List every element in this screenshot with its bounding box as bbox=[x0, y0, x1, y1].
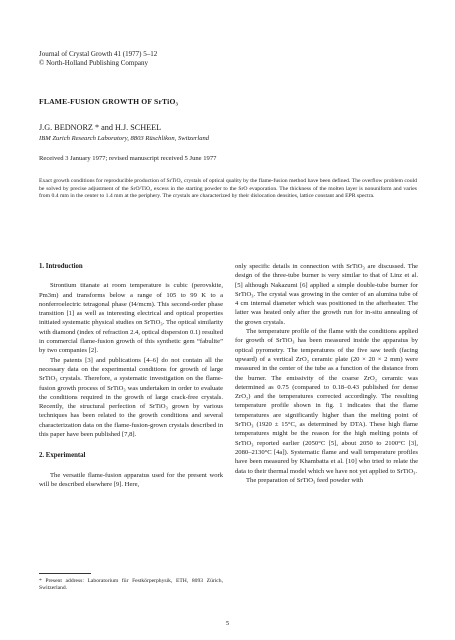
right-column bbox=[235, 262, 418, 485]
page-number: 5 bbox=[225, 620, 230, 627]
intro-paragraph-2: The patents [3] and publications [4–6] do not contain all the necessary data on the experimental conditions for growth of large SrTiO₃ crystals. Therefore, a systematic investigation on the flame-fusion growth process of SrTiO₃ was undertaken in order to evaluate the conditions required in the growth of large crack-free crystals. Recently, the structural perfection of SrTiO₃ grown by various techniques has been related to the growth conditions and several characterization data on the flame-fusion-grown crystals described in this paper have been published [7,8]. bbox=[39, 356, 223, 439]
section-heading-experimental: 2. Experimental bbox=[39, 452, 86, 460]
journal-header bbox=[39, 50, 157, 68]
footnote-rule bbox=[39, 573, 91, 574]
affiliation: IBM Zurich Research Laboratory, 8803 Rüschlikon, Switzerland bbox=[39, 135, 210, 142]
article-title: FLAME-FUSION GROWTH OF SrTiO₃ bbox=[39, 97, 179, 106]
publisher-line: © North-Holland Publishing Company bbox=[39, 59, 148, 67]
section-heading-introduction: 1. Introduction bbox=[39, 263, 83, 270]
right-paragraph-3: The preparation of SrTiO₃ feed powder with bbox=[246, 476, 364, 484]
left-column bbox=[39, 262, 223, 489]
intro-paragraph-1: Strontium titanate at room temperature is cubic (perovskite, Pm3m) and transforms below a range of 105 to 99 K to a nonferroelectric tetragonal phase (I4/mcm). This second-order phase transition [1] as well as interesting electrical and optical properties initiated systematic physical studies on SrTiO₃. The optical similarity with diamond (index of refraction 2.4, optical dispersion 0.1) resulted in commercial flame-fusion growth of this synthetic gem “fabulite” by two companies [2]. bbox=[39, 282, 223, 355]
journal-citation: Journal of Crystal Growth 41 (1977) 5–12 bbox=[39, 50, 158, 58]
experimental-paragraph-1: The versatile flame-fusion apparatus used for the present work will be described elsewhere [9]. Here, bbox=[39, 471, 223, 488]
received-date: Received 3 January 1977; revised manuscript received 5 June 1977 bbox=[39, 155, 217, 162]
right-paragraph-2: The temperature profile of the flame with the conditions applied for growth of SrTiO₃ has been measured inside the apparatus by optical pyrometry. The temperatures of the five saw teeth (facing upward) of a vertical ZrO₂ ceramic plate (20 × 20 × 2 mm) were measured in the center of the tube as a function of the distance from the burner. The emissivity of the coarse ZrO₂ ceramic was determined as 0.75 (compared to 0.18–0.43 published for dense ZrO₂) and the temperatures corrected accordingly. The resulting temperature profile shown in fig. 1 indicates that the flame temperatures are significantly higher than the melting point of SrTiO₃ (1920 ± 15°C, as determined by DTA). These high flame temperatures might be the reason for the high melting points of SrTiO₃ reported earlier (2050°C [5], about 2050 to 2100°C [3], 2080–2130°C [4a]). Systematic flame and wall temperature profiles have been measured by Khambatta et al. [10] who tried to relate the data to their thermal model which we have not yet applied to SrTiO₃. bbox=[235, 328, 418, 475]
authors: J.G. BEDNORZ * and H.J. SCHEEL bbox=[39, 123, 162, 132]
footnote: * Present address: Laboratorium für Festkörperphysik, ETH, 8093 Zürich, Switzerland. bbox=[39, 578, 223, 592]
abstract: Exact growth conditions for reproducible production of SrTiO₃ crystals of optical quality by the flame-fusion method have been defined. The overflow problem could be solved by precise adjustment of the SrO/TiO₂ excess in the starting powder to the SrO evaporation. The thickness of the molten layer is nonuniform and varies from 0.4 mm in the center to 1.4 mm at the periphery. The crystals are characterized by their dislocation densities, lattice constant and EPR spectra. bbox=[39, 178, 417, 200]
right-paragraph-1: only specific details in connection with SrTiO₃ are discussed. The design of the three-tube burner is very similar to that of Linz et al. [5] although Nakazumi [6] applied a simple double-tube burner for SrTiO₃. The crystal was growing in the center of an alumina tube of 4 cm internal diameter which was positioned in the afterheater. The latter was heated only after the growth run for in-situ annealing of the grown crystals. bbox=[235, 263, 418, 326]
